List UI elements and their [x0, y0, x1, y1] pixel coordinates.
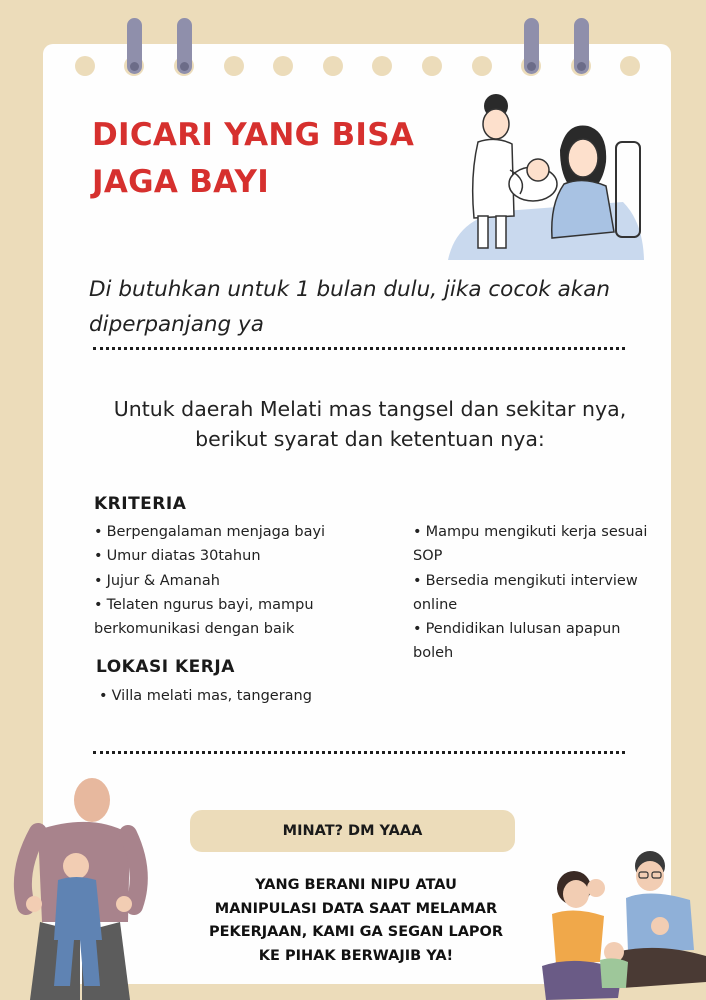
- binder-ring-icon: [127, 18, 142, 74]
- warning-line: PEKERJAAN, KAMI GA SEGAN LAPOR: [208, 924, 504, 940]
- list-item: • Umur diatas 30tahun: [94, 548, 261, 565]
- list-item: • Bersedia mengikuti interview online: [413, 572, 638, 613]
- list-item: • Pendidikan lulusan apapun boleh: [413, 621, 621, 662]
- warning-line: KE PIHAK BERWAJIB YA!: [258, 947, 454, 964]
- binder-hole: [224, 56, 244, 76]
- binder-hole: [472, 56, 492, 76]
- title-line: DICARI YANG BISA: [92, 117, 415, 153]
- family-illustration: [538, 842, 706, 1000]
- father-child-illustration: [0, 772, 160, 1000]
- dotted-divider: [93, 751, 625, 754]
- intro-text: Di butuhkan untuk 1 bulan dulu, jika cocok akan diperpanjang ya: [89, 277, 611, 337]
- flyer-title: [92, 112, 414, 206]
- title-line: JAGA BAYI: [92, 164, 270, 200]
- list-item: • Jujur & Amanah: [94, 572, 220, 589]
- minat-dm-button[interactable]: MINAT? DM YAAA: [190, 810, 515, 852]
- area-line: berikut syarat dan ketentuan nya:: [195, 427, 545, 451]
- warning-text: [186, 874, 526, 968]
- lokasi-list: [99, 684, 399, 708]
- warning-line: MANIPULASI DATA SAAT MELAMAR: [214, 900, 498, 917]
- binder-ring-icon: [524, 18, 539, 74]
- warning-line: YANG BERANI NIPU ATAU: [255, 877, 457, 893]
- list-item: • Berpengalaman menjaga bayi: [94, 524, 326, 540]
- list-item: • Telaten ngurus bayi, mampu berkomunikasi dengan baik: [94, 596, 314, 638]
- area-line: Untuk daerah Melati mas tangsel dan sekitar nya,: [113, 397, 627, 421]
- binder-hole: [323, 56, 343, 76]
- binder-ring-icon: [177, 18, 192, 74]
- nurse-mother-baby-illustration: [448, 92, 648, 264]
- binder-ring-icon: [574, 18, 589, 74]
- binder-hole: [372, 56, 392, 76]
- kriteria-list-left: [94, 520, 394, 641]
- area-text: [86, 394, 654, 454]
- kriteria-heading: KRITERIA: [94, 494, 187, 514]
- kriteria-list-right: [413, 520, 653, 666]
- binder-hole: [620, 56, 640, 76]
- list-item: • Mampu mengikuti kerja sesuai SOP: [413, 524, 648, 565]
- binder-hole: [422, 56, 442, 76]
- binder-hole: [75, 56, 95, 76]
- dotted-divider: [93, 347, 625, 350]
- list-item: • Villa melati mas, tangerang: [99, 688, 312, 704]
- lokasi-heading: LOKASI KERJA: [96, 657, 235, 677]
- binder-hole: [273, 56, 293, 76]
